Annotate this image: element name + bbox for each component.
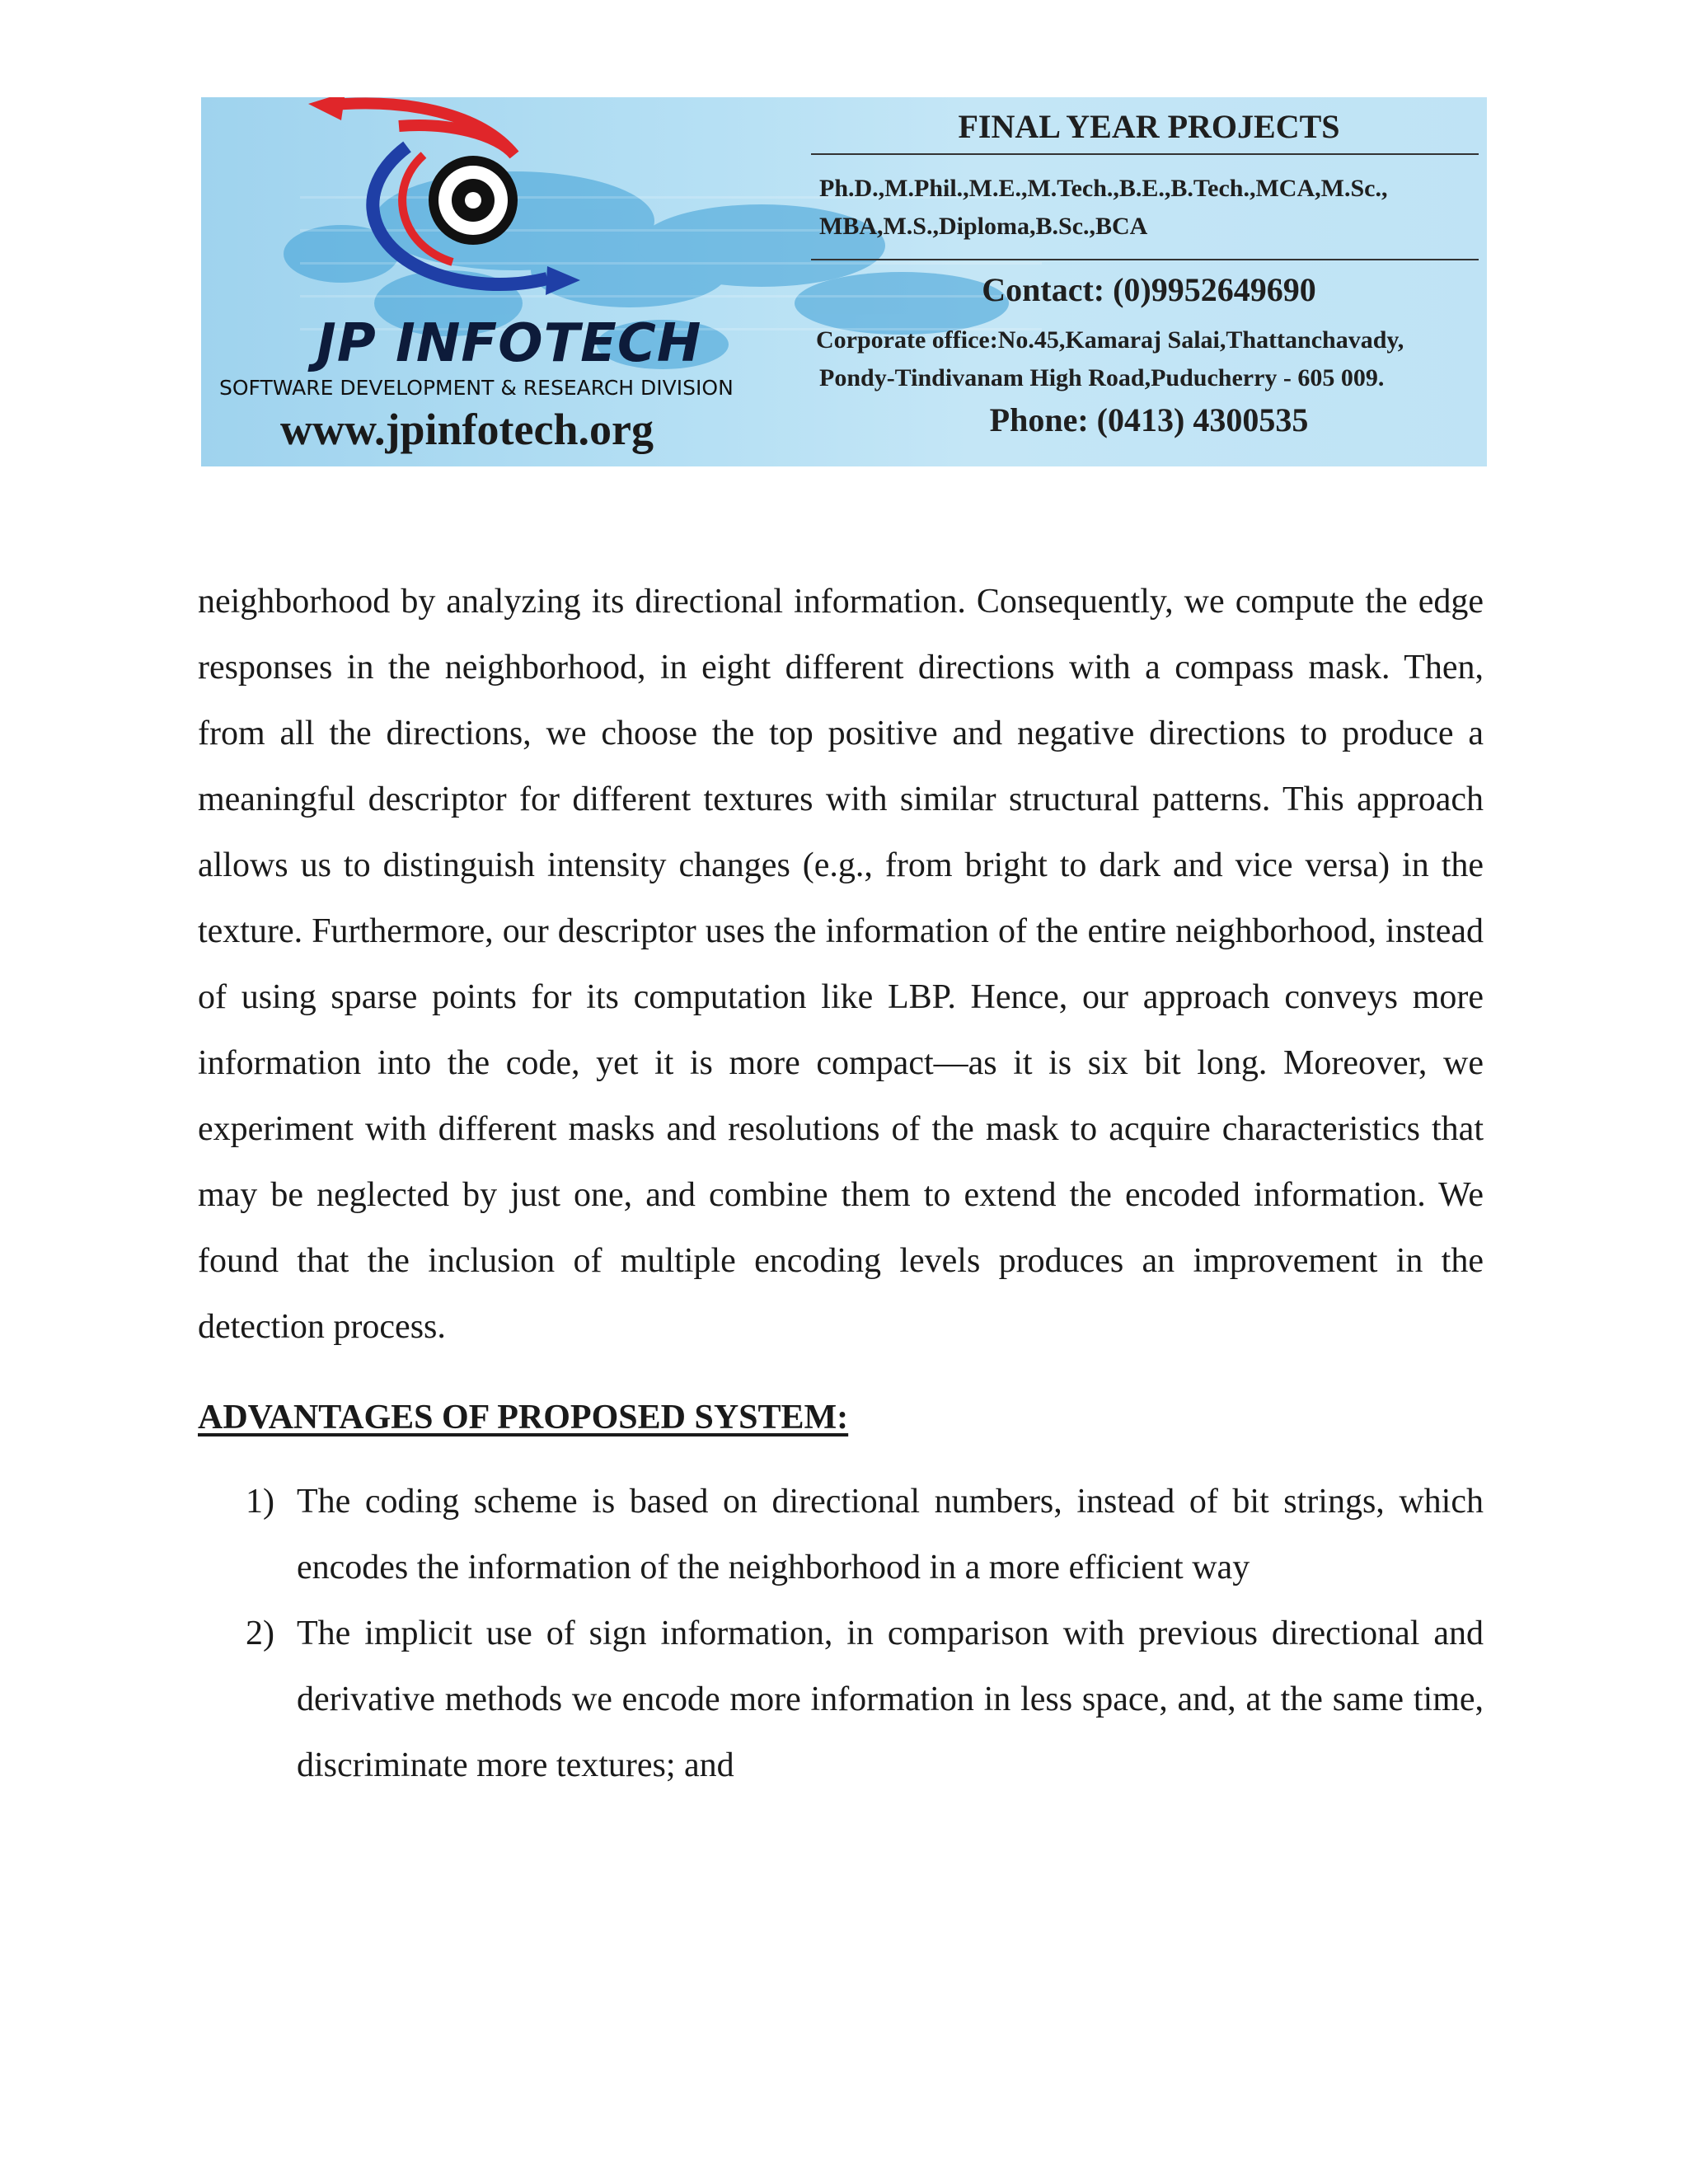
divider bbox=[811, 259, 1479, 260]
header-banner bbox=[201, 97, 1487, 466]
degrees-line: MBA,M.S.,Diploma,B.Sc.,BCA bbox=[819, 213, 1148, 240]
degrees-list bbox=[819, 170, 1387, 246]
brand-tagline: SOFTWARE DEVELOPMENT & RESEARCH DIVISION bbox=[219, 376, 734, 400]
office-address bbox=[816, 321, 1404, 397]
list-item bbox=[198, 1469, 1484, 1601]
address-line: Corporate office:No.45,Kamaraj Salai,Thattanchavady, bbox=[816, 326, 1404, 354]
advantages-list bbox=[198, 1469, 1484, 1798]
contact-number: Contact: (0)9952649690 bbox=[982, 271, 1316, 308]
list-number: 2) bbox=[246, 1615, 274, 1652]
body-paragraph: neighborhood by analyzing its directional information. Consequently, we compute the edge responses in the neighborhood, in eight different directions with a compass mask. Then, from all the directions, we choose the top positive and negative directions to produce a meaningful descriptor for different textures with similar structural patterns. This approach allows us to distinguish intensity changes (e.g., from bright to dark and vice versa) in the texture. Furthermore, our descriptor uses the information of the entire neighborhood, instead of using sparse points for its computation like LBP. Hence, our approach conveys more information into the code, yet it is more compact—as it is six bit long. Moreover, we experiment with different masks and resolutions of the mask to acquire characteristics that may be neglected by just one, and combine them to extend the encoded information. We found that the inclusion of multiple encoding levels produces an improvement in the detection process. bbox=[198, 583, 1484, 1346]
document-content bbox=[198, 569, 1484, 1798]
jp-infotech-logo-icon bbox=[308, 97, 605, 320]
phone-number: Phone: (0413) 4300535 bbox=[989, 401, 1309, 438]
list-item bbox=[198, 1601, 1484, 1798]
list-item-text: The implicit use of sign information, in comparison with previous directional and derivative methods we encode more information in less space, and, at the same time, discriminate more textures; and bbox=[297, 1615, 1484, 1784]
list-number: 1) bbox=[246, 1483, 274, 1521]
divider bbox=[811, 153, 1479, 155]
address-line: Pondy-Tindivanam High Road,Puducherry - 605 009. bbox=[819, 364, 1385, 391]
banner-info-panel bbox=[811, 97, 1487, 466]
banner-title: FINAL YEAR PROJECTS bbox=[958, 108, 1340, 145]
degrees-line: Ph.D.,M.Phil.,M.E.,M.Tech.,B.E.,B.Tech.,MCA,M.Sc., bbox=[819, 175, 1388, 202]
brand-name: JP INFOTECH bbox=[316, 313, 702, 374]
list-item-text: The coding scheme is based on directional numbers, instead of bit strings, which encodes the information of the neighborhood in a more efficient way bbox=[297, 1483, 1484, 1586]
section-heading: ADVANTAGES OF PROPOSED SYSTEM: bbox=[198, 1399, 849, 1436]
website-link[interactable]: www.jpinfotech.org bbox=[280, 405, 654, 454]
